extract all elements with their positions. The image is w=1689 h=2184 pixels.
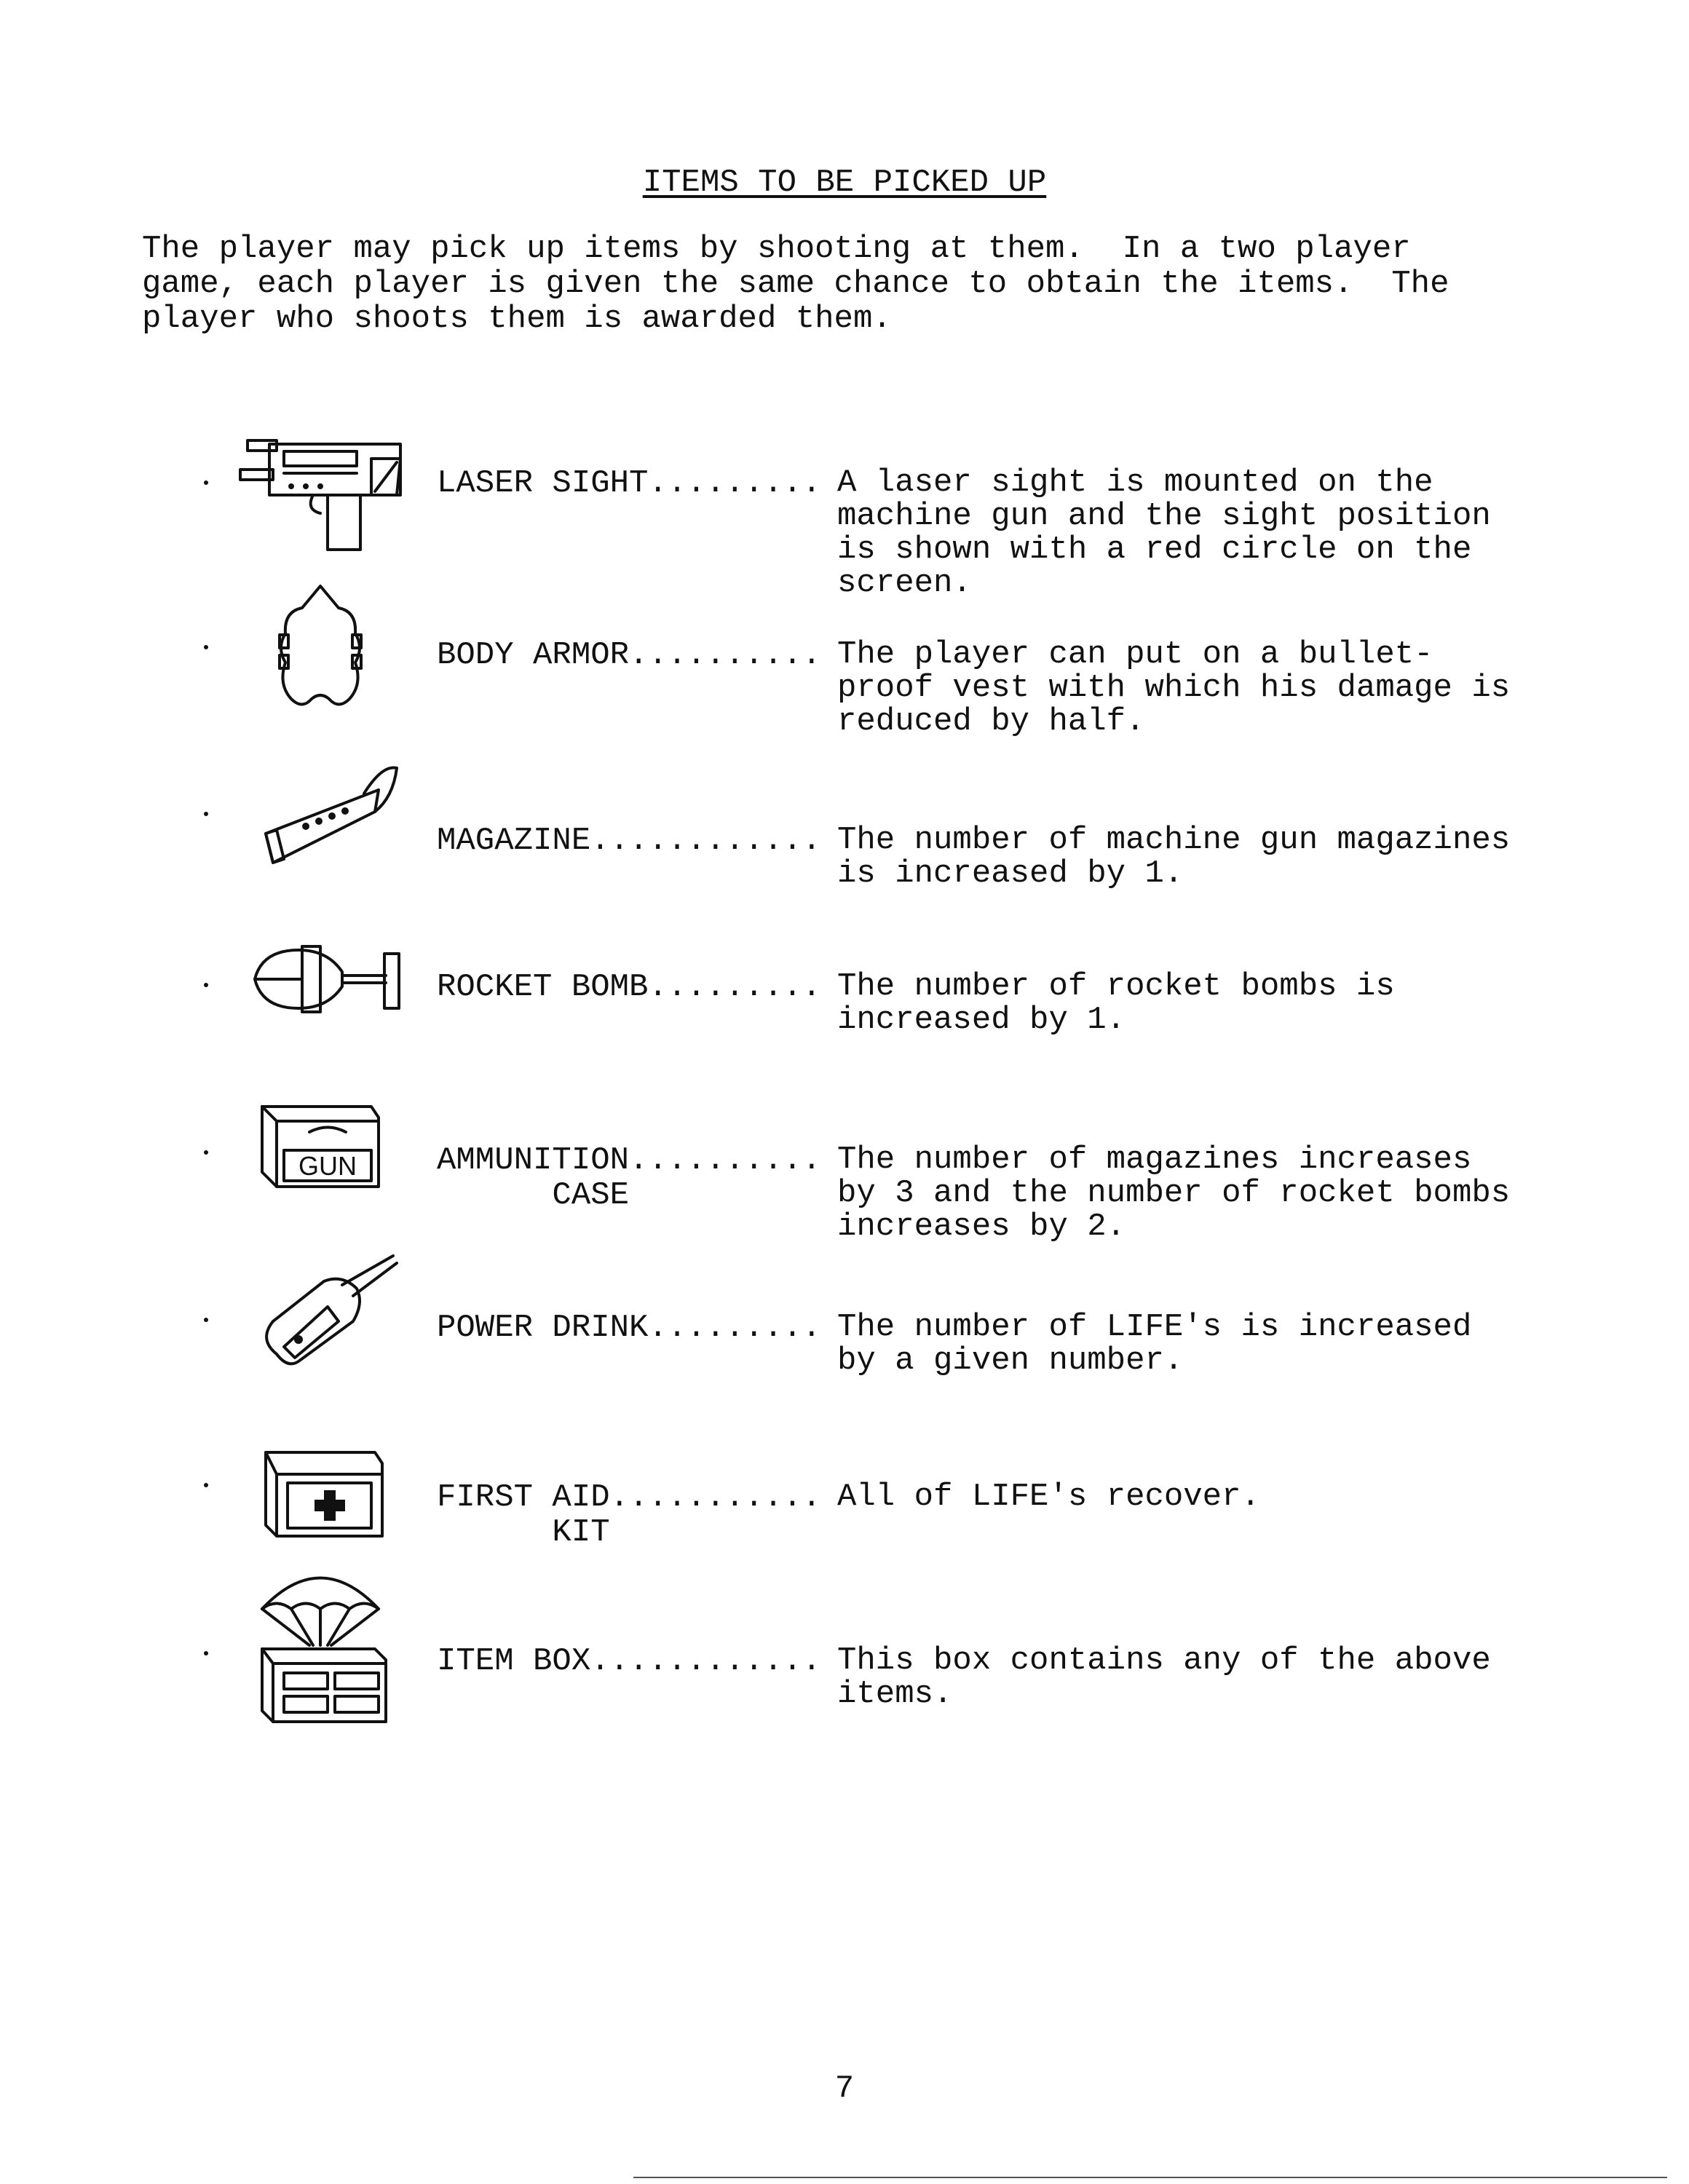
item-description: A laser sight is mounted on the machine gun and the sight position is shown with a red circle on the screen. <box>837 464 1491 601</box>
bullet-dot <box>204 1483 208 1487</box>
bullet-dot <box>204 1318 208 1322</box>
item-description: The number of magazines increases by 3 and the number of rocket bombs increases by 2. <box>837 1142 1511 1245</box>
page-number: 7 <box>834 2070 855 2107</box>
page-title: ITEMS TO BE PICKED UP <box>642 165 1047 201</box>
item-description: The number of machine gun magazines is increased by 1. <box>837 822 1511 892</box>
body-armor-icon <box>269 582 371 713</box>
item-name: MAGAZINE............ <box>437 823 822 859</box>
item-description: This box contains any of the above items. <box>837 1642 1491 1712</box>
bullet-dot <box>204 1150 208 1155</box>
ammunition-case-icon <box>255 1099 386 1190</box>
item-name: LASER SIGHT......... <box>437 465 822 502</box>
gun-label: GUN <box>298 1151 357 1181</box>
item-name: BODY ARMOR.......... <box>437 637 822 673</box>
item-name: POWER DRINK......... <box>437 1310 822 1346</box>
item-description: The number of LIFE's is increased by a given number. <box>837 1309 1472 1379</box>
item-name: ITEM BOX............ <box>437 1643 822 1679</box>
bullet-dot <box>204 983 208 987</box>
magazine-icon <box>255 761 400 870</box>
item-name: ROCKET BOMB......... <box>437 969 822 1005</box>
intro-paragraph: The player may pick up items by shooting at them. In a two player game, each player is given the same chance to obtain the items. The player who shoots them is awarded them. <box>142 231 1449 337</box>
item-name: AMMUNITION.......... CASE <box>437 1142 822 1214</box>
bullet-dot <box>204 480 208 485</box>
item-description: The player can put on a bullet- proof vest with which his damage is reduced by half. <box>837 636 1511 740</box>
footer-rule <box>633 2177 1667 2178</box>
machine-gun-icon <box>240 430 408 553</box>
power-drink-icon <box>255 1252 400 1376</box>
item-name: FIRST AID........... KIT <box>437 1479 822 1551</box>
item-description: The number of rocket bombs is increased by 1. <box>837 968 1395 1038</box>
item-box-icon <box>255 1558 393 1725</box>
rocket-bomb-icon <box>248 939 408 1019</box>
item-description: All of LIFE's recover. <box>837 1479 1260 1515</box>
bullet-dot <box>204 1651 208 1655</box>
bullet-dot <box>204 812 208 816</box>
first-aid-kit-icon <box>258 1445 389 1543</box>
bullet-dot <box>204 645 208 649</box>
